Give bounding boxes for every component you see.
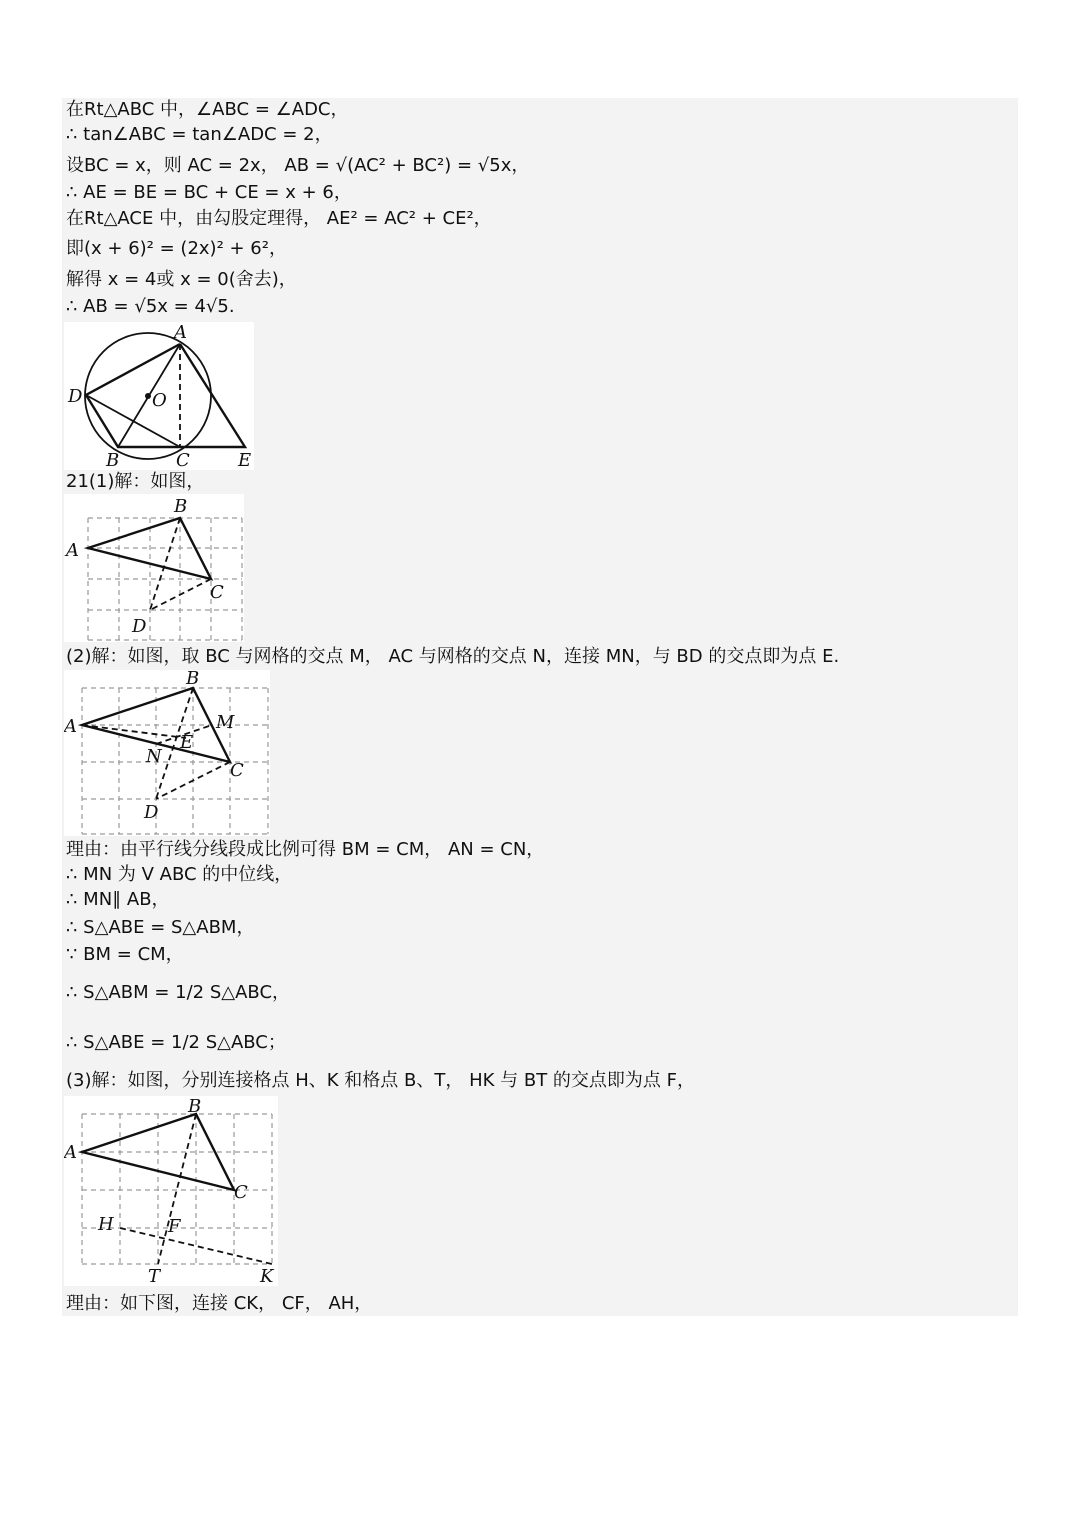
figure-grid-2 bbox=[64, 670, 270, 836]
label-O: O bbox=[152, 390, 167, 411]
text-line-3: 设BC = x，则 AC = 2x， AB = √(AC² + BC²) = √5x， bbox=[66, 155, 530, 176]
text-line-4: ∴ AE = BE = BC + CE = x + 6， bbox=[66, 182, 352, 203]
label-B: B bbox=[186, 670, 200, 689]
text-line-6: 即(x + 6)² = (2x)² + 6²， bbox=[66, 238, 287, 259]
text-line-1: 在Rt△ABC 中，∠ABC = ∠ADC， bbox=[66, 99, 349, 120]
label-D: D bbox=[144, 802, 159, 823]
text-line-19: 理由：如下图，连接 CK， CF， AH， bbox=[66, 1293, 373, 1314]
text-line-11: 理由：由平行线分线段成比例可得 BM = CM， AN = CN， bbox=[66, 839, 545, 860]
label-C: C bbox=[210, 582, 224, 603]
text-line-12: ∴ MN 为 V ABC 的中位线， bbox=[66, 864, 293, 885]
label-A: A bbox=[64, 716, 77, 737]
text-line-13: ∴ MN∥ AB， bbox=[66, 889, 170, 910]
label-M: M bbox=[216, 712, 235, 733]
text-line-9: 21(1)解：如图， bbox=[66, 471, 205, 492]
text-line-15: ∵ BM = CM， bbox=[66, 944, 184, 965]
label-K: K bbox=[260, 1266, 274, 1286]
label-A: A bbox=[174, 322, 187, 343]
label-D: D bbox=[132, 616, 147, 637]
figure-grid-1 bbox=[64, 494, 244, 642]
label-A: A bbox=[66, 540, 79, 561]
text-line-2: ∴ tan∠ABC = tan∠ADC = 2， bbox=[66, 124, 333, 145]
text-line-10: (2)解：如图，取 BC 与网格的交点 M， AC 与网格的交点 N，连接 MN，与 BD 的交点即为点 E. bbox=[66, 646, 840, 667]
label-B: B bbox=[106, 450, 120, 470]
label-B: B bbox=[174, 496, 188, 517]
label-T: T bbox=[148, 1266, 161, 1286]
figure-grid-3 bbox=[64, 1096, 278, 1286]
label-H: H bbox=[98, 1214, 114, 1235]
label-B: B bbox=[188, 1096, 202, 1117]
text-line-7: 解得 x = 4或 x = 0(舍去)， bbox=[66, 269, 297, 290]
text-line-18: (3)解：如图，分别连接格点 H、K 和格点 B、T， HK 与 BT 的交点即为点 F， bbox=[66, 1070, 695, 1091]
label-C: C bbox=[234, 1182, 248, 1203]
label-E: E bbox=[238, 450, 252, 470]
text-line-5: 在Rt△ACE 中，由勾股定理得， AE² = AC² + CE²， bbox=[66, 208, 492, 229]
text-line-14: ∴ S△ABE = S△ABM， bbox=[66, 917, 255, 938]
label-C: C bbox=[230, 760, 244, 781]
label-A: A bbox=[64, 1142, 77, 1163]
text-line-8: ∴ AB = √5x = 4√5. bbox=[66, 296, 235, 317]
text-line-16: ∴ S△ABM = 1/2 S△ABC， bbox=[66, 982, 291, 1003]
label-C: C bbox=[176, 450, 190, 470]
label-F: F bbox=[168, 1216, 181, 1237]
text-line-17: ∴ S△ABE = 1/2 S△ABC； bbox=[66, 1032, 286, 1053]
label-N: N bbox=[146, 746, 162, 767]
label-D: D bbox=[68, 386, 83, 407]
figure-circle bbox=[64, 322, 254, 470]
label-E: E bbox=[180, 732, 194, 753]
